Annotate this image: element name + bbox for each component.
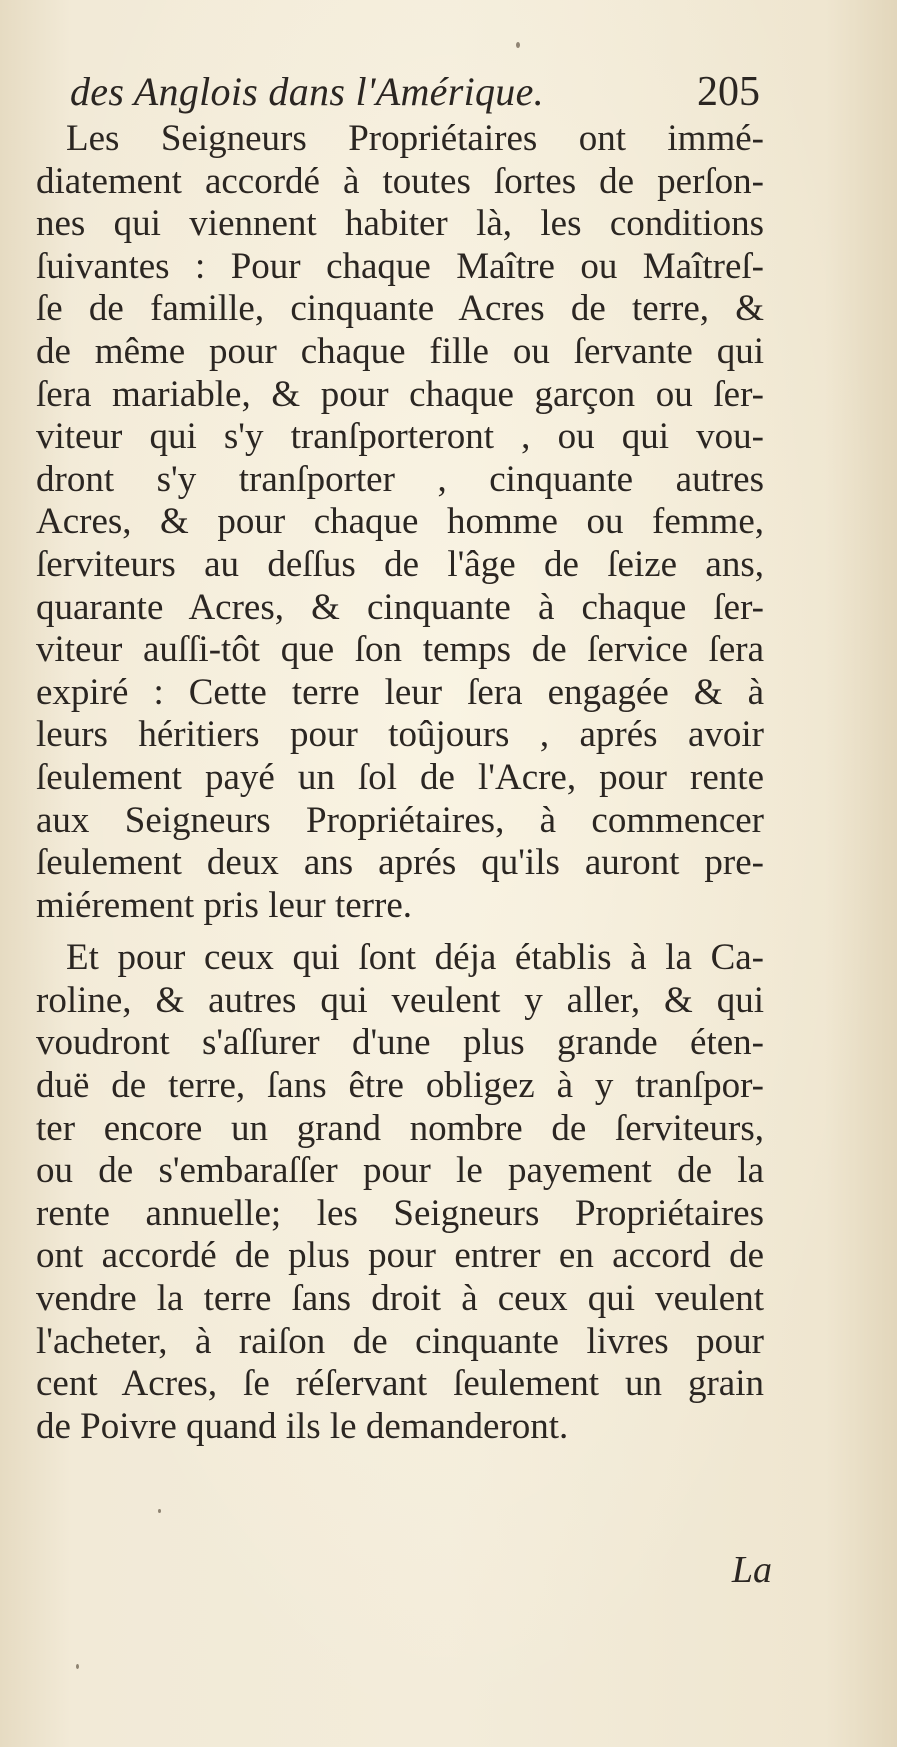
text-line: Acres, & pour chaque homme ou femme, bbox=[36, 501, 764, 543]
text-line: ſerviteurs au deſſus de l'âge de ſeize ans, bbox=[36, 543, 764, 585]
ink-speck bbox=[76, 1664, 79, 1669]
ink-speck bbox=[516, 42, 520, 48]
text-line: Et pour ceux qui ſont déja établis à la Ca- bbox=[66, 937, 764, 979]
running-head bbox=[70, 62, 760, 122]
text-line: ſuivantes : Pour chaque Maître ou Maîtreſ- bbox=[36, 245, 764, 287]
ink-speck bbox=[158, 1509, 161, 1513]
paragraph-1 bbox=[36, 118, 764, 927]
text-line: leurs héritiers pour toûjours , aprés avoir bbox=[36, 714, 764, 756]
text-line: vendre la terre ſans droit à ceux qui veulent bbox=[36, 1278, 764, 1320]
text-line: ſeulement deux ans aprés qu'ils auront pre- bbox=[36, 842, 764, 884]
body-text bbox=[36, 118, 764, 1448]
text-line: ou de s'embaraſſer pour le payement de la bbox=[36, 1150, 764, 1192]
text-line: dront s'y tranſporter , cinquante autres bbox=[36, 458, 764, 500]
running-title: des Anglois dans l'Amérique. bbox=[70, 69, 544, 114]
text-line: roline, & autres qui veulent y aller, & qui bbox=[36, 979, 764, 1021]
text-line: expiré : Cette terre leur ſera engagée & à bbox=[36, 671, 764, 713]
text-line: aux Seigneurs Propriétaires, à commencer bbox=[36, 799, 764, 841]
page-number: 205 bbox=[697, 69, 760, 115]
text-line: duë de terre, ſans être obligez à y tranſpor- bbox=[36, 1065, 764, 1107]
text-line: voudront s'aſſurer d'une plus grande éten- bbox=[36, 1022, 764, 1064]
text-line: l'acheter, à raiſon de cinquante livres pour bbox=[36, 1320, 764, 1362]
text-line: Les Seigneurs Propriétaires ont immé- bbox=[66, 118, 764, 159]
text-line: ſera mariable, & pour chaque garçon ou ſer- bbox=[36, 373, 764, 415]
text-line: de Poivre quand ils le demanderont. bbox=[36, 1405, 569, 1447]
paragraph-2 bbox=[36, 937, 764, 1448]
text-line: ſe de famille, cinquante Acres de terre, & bbox=[36, 288, 764, 330]
text-line: diatement accordé à toutes ſortes de perſon- bbox=[36, 160, 764, 202]
text-line: viteur auſſi-tôt que ſon temps de ſervice ſera bbox=[36, 629, 764, 671]
catchword: La bbox=[731, 1549, 772, 1591]
text-line: viteur qui s'y tranſporteront , ou qui vou- bbox=[36, 416, 764, 458]
text-line: ter encore un grand nombre de ſerviteurs, bbox=[36, 1107, 764, 1149]
text-line: quarante Acres, & cinquante à chaque ſer- bbox=[36, 586, 764, 628]
text-line: nes qui viennent habiter là, les conditions bbox=[36, 203, 764, 245]
text-line: ont accordé de plus pour entrer en accord de bbox=[36, 1235, 764, 1277]
text-line: ſeulement payé un ſol de l'Acre, pour rente bbox=[36, 756, 764, 798]
text-line: rente annuelle; les Seigneurs Propriétaires bbox=[36, 1192, 764, 1234]
text-line: miérement pris leur terre. bbox=[36, 884, 412, 926]
text-line: de même pour chaque fille ou ſervante qui bbox=[36, 330, 764, 372]
text-line: cent Acres, ſe réſervant ſeulement un grain bbox=[36, 1363, 764, 1405]
